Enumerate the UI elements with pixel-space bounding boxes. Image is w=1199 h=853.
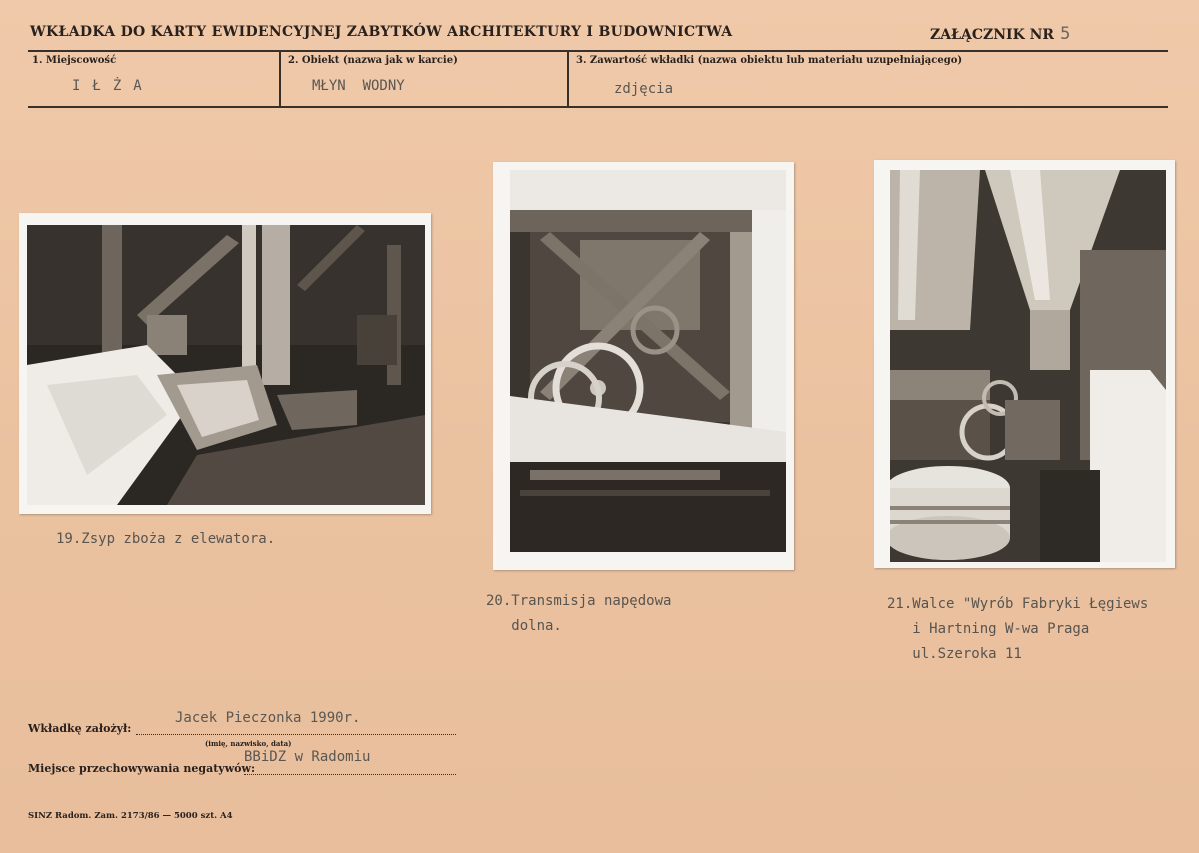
photo-drive-transmission xyxy=(493,162,794,570)
content-label: 3. Zawartość wkładki (nazwa obiektu lub materiału uzupełniającego) xyxy=(576,55,963,66)
header-bottom-rule xyxy=(28,106,1168,108)
photo-rollers xyxy=(874,160,1175,568)
founder-value: Jacek Pieczonka 1990r. xyxy=(175,710,361,726)
photo-drive-transmission-image xyxy=(510,170,786,552)
founder-hint: (imię, nazwisko, data) xyxy=(205,739,292,748)
photo-grain-chute xyxy=(19,213,431,514)
object-value: MŁYN WODNY xyxy=(312,78,405,94)
locality-value: IŁŻA xyxy=(72,78,154,94)
locality-label: 1. Miejscowość xyxy=(32,55,117,66)
storage-value: BBiDZ w Radomiu xyxy=(244,749,371,765)
object-label: 2. Obiekt (nazwa jak w karcie) xyxy=(288,55,458,66)
photo-grain-chute-image xyxy=(27,225,425,505)
founder-line xyxy=(136,734,456,735)
founder-label: Wkładkę założył: xyxy=(28,722,132,735)
field-divider-2 xyxy=(567,50,569,106)
card-title: WKŁADKA DO KARTY EWIDENCYJNEJ ZABYTKÓW ARCHITEKTURY I BUDOWNICTWA xyxy=(30,24,733,40)
photo-caption-21: 21.Walce "Wyrób Fabryki Łęgiews i Hartning W-wa Praga ul.Szeroka 11 xyxy=(887,596,1149,662)
storage-line xyxy=(244,774,456,775)
photo-caption-20: 20.Transmisja napędowa dolna. xyxy=(486,593,672,634)
annex-label-text: ZAŁĄCZNIK NR xyxy=(930,27,1055,43)
header-top-rule xyxy=(28,50,1168,52)
print-info: SINZ Radom. Zam. 2173/86 — 5000 szt. A4 xyxy=(28,811,233,821)
annex-number: 5 xyxy=(1060,24,1071,44)
photo-rollers-image xyxy=(890,170,1166,562)
field-divider-1 xyxy=(279,50,281,106)
content-value: zdjęcia xyxy=(614,81,674,97)
photo-caption-19: 19.Zsyp zboża z elewatora. xyxy=(56,531,276,547)
annex-label xyxy=(930,24,1070,44)
storage-label: Miejsce przechowywania negatywów: xyxy=(28,762,256,775)
